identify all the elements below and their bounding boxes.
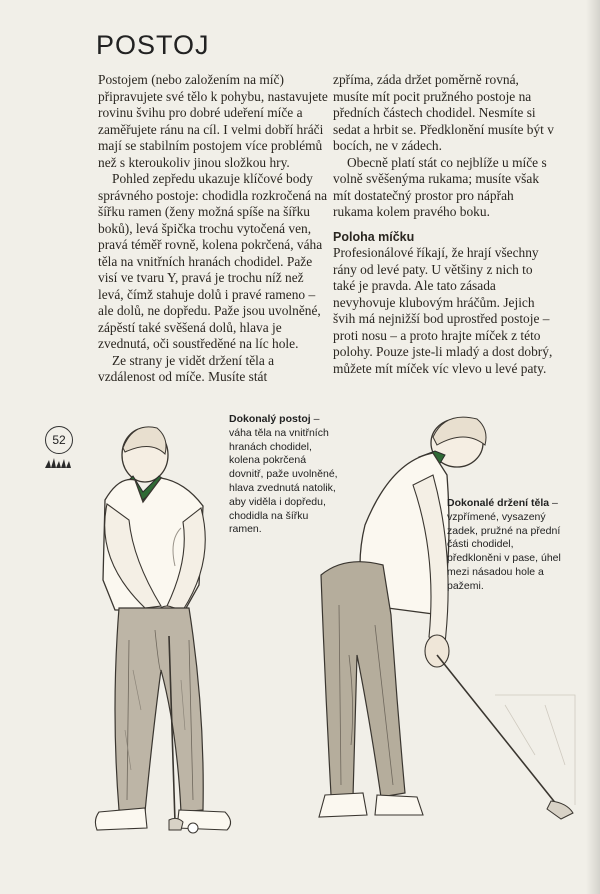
golfer-side-view-illustration <box>305 405 585 835</box>
paragraph: Ze strany je vidět držení těla a vzdálenost od míče. Musíte stát <box>98 352 275 384</box>
section-subheading: Poloha míčku <box>333 229 415 244</box>
caption-title: Dokonalý postoj <box>229 413 311 425</box>
right-text-column <box>333 72 555 377</box>
paragraph: zpříma, záda držet poměrně rovná, musíte mít pocit pružného postoje na předních částech chodidel. Nesmíte si sedat a hrbit se. Předklonění musíte být v bocích, ne v zádech. <box>333 72 554 153</box>
paragraph: Profesionálové říkají, že hrají všechny rány od levé paty. U většiny z nich to také je pravda. Ale tato zásada nevyhovuje klubovým hráčům. Jejich švih má nejnižší bod uprostřed postoje – proti nosu – a proto hrajte míček z této polohy. Pouze jste-li mladý a dost dobrý, můžete mít míček víc vlevo u levé paty. <box>333 245 553 376</box>
paragraph: Obecně platí stát co nejblíže u míče s volně svěšenýma rukama; musíte však mít dostatečný prostor pro nápřah rukama kolem pravého boku. <box>333 154 547 219</box>
caption-title: Dokonalé držení těla <box>447 497 550 509</box>
front-view-caption <box>229 413 339 537</box>
caption-text: – váha těla na vnitřních hranách chodidel, kolena pokrčená dovnitř, paže uvolněné, hlava zvednutá natolik, aby viděla i dopředu, chodidla na šířku ramen. <box>229 413 338 536</box>
side-view-caption <box>447 497 563 594</box>
page-title: POSTOJ <box>96 30 210 60</box>
page-edge-shadow <box>586 0 600 894</box>
paragraph: Postojem (nebo založením na míč) připravujete své tělo k pohybu, nastavujete rovinu švihu pro dobré udeření míče a zaměřujete ránu na cíl. I velmi dobří hráči mají se stabilním postojem více problémů než s kteroukoliv jinou složkou hry. <box>98 72 328 170</box>
paragraph: Pohled zepředu ukazuje klíčové body správného postoje: chodidla rozkročená na šířku ramen (ženy možná spíše na šířku boků), levá špička trochu vytočená ven, pravá téměř rovně, kolena pokrčená, váha těla na vnitřních hranách chodidel. Paže visí ve tvaru Y, pravá je trochu níž než levá, čímž stahuje dolů i pravé rameno – ale dolů, ne dopředu. Paže jsou uvolněné, zápěstí také svěšená dolů, hlava je zvednutá, oči soustředěné na líc hole. <box>98 171 328 351</box>
page-number: 52 <box>45 426 73 454</box>
left-text-column <box>98 72 330 386</box>
page-number-badge <box>43 426 73 456</box>
caption-text: – vzpřímené, vysazený zadek, pružné na přední části chodidel, předkloněni v pase, úhel mezi násadou hole a pažemi. <box>447 497 561 592</box>
